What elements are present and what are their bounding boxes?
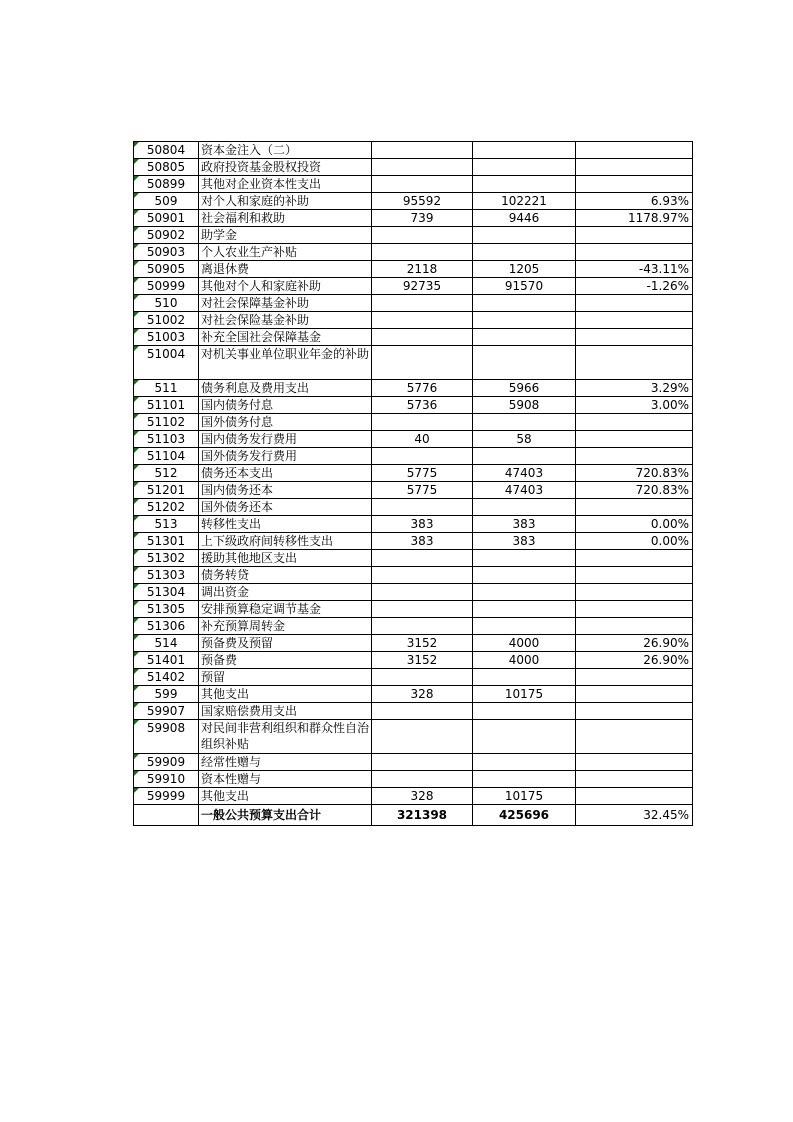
table-row [134,312,693,329]
row-current-value: 383 [473,516,576,533]
row-name: 债务转贷 [199,567,372,584]
row-name: 对机关事业单位职业年金的补助 [199,346,372,380]
table-row [134,295,693,312]
table-row [134,465,693,482]
table-row [134,516,693,533]
row-name: 政府投资基金股权投资 [199,159,372,176]
table-row [134,703,693,720]
row-prior-value: 739 [372,210,473,227]
row-change-pct: 26.90% [576,652,693,669]
table-row [134,142,693,159]
table-row [134,771,693,788]
row-name: 资本金注入（二） [199,142,372,159]
row-change-pct [576,550,693,567]
row-code: 50905 [134,261,199,278]
row-prior-value [372,567,473,584]
table-row [134,329,693,346]
table-row [134,346,693,380]
table-row [134,720,693,754]
row-name: 国外债务发行费用 [199,448,372,465]
row-code: 59910 [134,771,199,788]
row-code: 51401 [134,652,199,669]
row-code: 50902 [134,227,199,244]
row-code: 51004 [134,346,199,380]
row-prior-value [372,618,473,635]
table-row [134,499,693,516]
row-change-pct [576,346,693,380]
row-prior-value [372,227,473,244]
row-current-value: 58 [473,431,576,448]
row-name: 上下级政府间转移性支出 [199,533,372,550]
row-current-value: 1205 [473,261,576,278]
row-change-pct: 0.00% [576,516,693,533]
row-current-value: 47403 [473,465,576,482]
table-row [134,176,693,193]
row-change-pct [576,567,693,584]
row-change-pct [576,312,693,329]
row-prior-value [372,499,473,516]
row-code: 50901 [134,210,199,227]
row-name: 国外债务付息 [199,414,372,431]
row-prior-value [372,669,473,686]
row-name: 安排预算稳定调节基金 [199,601,372,618]
row-prior-value: 5736 [372,397,473,414]
row-code: 513 [134,516,199,533]
row-prior-value [372,720,473,754]
row-change-pct [576,244,693,261]
row-current-value [473,346,576,380]
row-current-value [473,176,576,193]
row-code: 51305 [134,601,199,618]
row-change-pct [576,227,693,244]
row-code: 51103 [134,431,199,448]
row-change-pct: 720.83% [576,465,693,482]
row-name: 对个人和家庭的补助 [199,193,372,210]
row-prior-value: 328 [372,686,473,703]
row-current-value: 5908 [473,397,576,414]
row-prior-value [372,703,473,720]
row-name: 对民间非营利组织和群众性自治组织补贴 [199,720,372,754]
row-prior-value [372,329,473,346]
row-prior-value [372,142,473,159]
row-code: 50899 [134,176,199,193]
row-current-value: 9446 [473,210,576,227]
row-prior-value: 5776 [372,380,473,397]
row-code: 51301 [134,533,199,550]
budget-expenditure-table [133,141,693,826]
row-change-pct [576,295,693,312]
row-prior-value [372,754,473,771]
row-current-value: 4000 [473,652,576,669]
row-code: 51101 [134,397,199,414]
row-current-value [473,142,576,159]
row-prior-value: 3152 [372,652,473,669]
row-prior-value: 383 [372,516,473,533]
row-change-pct [576,788,693,805]
row-current-value [473,720,576,754]
row-code: 50999 [134,278,199,295]
row-code: 51302 [134,550,199,567]
total-prior-value: 321398 [372,805,473,826]
row-prior-value [372,346,473,380]
row-code: 511 [134,380,199,397]
row-prior-value [372,414,473,431]
table-row [134,397,693,414]
table-row [134,635,693,652]
row-change-pct [576,686,693,703]
row-prior-value [372,159,473,176]
row-current-value [473,329,576,346]
row-current-value [473,771,576,788]
row-name: 离退休费 [199,261,372,278]
row-change-pct [576,159,693,176]
row-current-value [473,669,576,686]
row-current-value [473,703,576,720]
row-code: 59999 [134,788,199,805]
row-code: 50805 [134,159,199,176]
row-current-value [473,312,576,329]
table-row [134,159,693,176]
table-row [134,669,693,686]
row-code: 50804 [134,142,199,159]
row-name: 国家赔偿费用支出 [199,703,372,720]
row-name: 个人农业生产补贴 [199,244,372,261]
row-current-value [473,601,576,618]
row-change-pct: 720.83% [576,482,693,499]
table-row [134,227,693,244]
table-row [134,567,693,584]
row-current-value [473,499,576,516]
row-code: 51201 [134,482,199,499]
row-prior-value: 95592 [372,193,473,210]
row-name: 助学金 [199,227,372,244]
row-prior-value: 383 [372,533,473,550]
row-current-value: 383 [473,533,576,550]
row-current-value: 10175 [473,788,576,805]
row-name: 预备费及预留 [199,635,372,652]
total-code [134,805,199,826]
row-name: 债务还本支出 [199,465,372,482]
row-code: 51306 [134,618,199,635]
row-current-value [473,567,576,584]
row-change-pct [576,720,693,754]
row-code: 51003 [134,329,199,346]
row-change-pct [576,414,693,431]
row-prior-value: 328 [372,788,473,805]
table-row [134,210,693,227]
row-name: 国外债务还本 [199,499,372,516]
table-row [134,482,693,499]
row-name: 国内债务还本 [199,482,372,499]
row-current-value [473,159,576,176]
row-name: 债务利息及费用支出 [199,380,372,397]
row-code: 59909 [134,754,199,771]
row-prior-value: 2118 [372,261,473,278]
row-change-pct [576,499,693,516]
row-prior-value: 5775 [372,482,473,499]
row-prior-value: 92735 [372,278,473,295]
row-current-value: 91570 [473,278,576,295]
table-row [134,261,693,278]
row-prior-value [372,771,473,788]
row-current-value: 5966 [473,380,576,397]
row-current-value [473,550,576,567]
row-change-pct [576,669,693,686]
row-change-pct: 1178.97% [576,210,693,227]
row-change-pct: 26.90% [576,635,693,652]
row-name: 国内债务付息 [199,397,372,414]
row-current-value: 4000 [473,635,576,652]
row-name: 其他对个人和家庭补助 [199,278,372,295]
row-current-value [473,448,576,465]
total-change-pct: 32.45% [576,805,693,826]
row-current-value [473,244,576,261]
row-name: 补充预算周转金 [199,618,372,635]
table-row [134,618,693,635]
row-name: 对社会保障基金补助 [199,295,372,312]
row-prior-value [372,448,473,465]
row-current-value: 47403 [473,482,576,499]
table-row [134,584,693,601]
row-name: 其他对企业资本性支出 [199,176,372,193]
row-change-pct [576,754,693,771]
row-prior-value: 5775 [372,465,473,482]
row-change-pct: -1.26% [576,278,693,295]
row-change-pct: 6.93% [576,193,693,210]
total-label: 一般公共预算支出合计 [199,805,372,826]
row-change-pct [576,584,693,601]
row-change-pct: -43.11% [576,261,693,278]
row-name: 援助其他地区支出 [199,550,372,567]
row-code: 514 [134,635,199,652]
row-change-pct: 3.00% [576,397,693,414]
row-prior-value [372,312,473,329]
row-code: 51104 [134,448,199,465]
table-row [134,686,693,703]
row-prior-value [372,176,473,193]
row-code: 51304 [134,584,199,601]
table-body [134,142,693,826]
row-name: 资本性赠与 [199,771,372,788]
row-prior-value: 3152 [372,635,473,652]
row-change-pct: 0.00% [576,533,693,550]
row-change-pct [576,703,693,720]
row-prior-value [372,550,473,567]
row-current-value [473,414,576,431]
row-current-value [473,584,576,601]
row-code: 599 [134,686,199,703]
table-row [134,550,693,567]
row-name: 调出资金 [199,584,372,601]
table-row [134,414,693,431]
row-change-pct [576,431,693,448]
table-row [134,754,693,771]
row-name: 国内债务发行费用 [199,431,372,448]
row-code: 59908 [134,720,199,754]
row-prior-value: 40 [372,431,473,448]
table-row [134,380,693,397]
row-code: 51303 [134,567,199,584]
row-current-value: 10175 [473,686,576,703]
row-code: 51002 [134,312,199,329]
table-row [134,652,693,669]
table-row [134,244,693,261]
row-prior-value [372,295,473,312]
total-current-value: 425696 [473,805,576,826]
table-row [134,788,693,805]
row-name: 预备费 [199,652,372,669]
row-change-pct [576,329,693,346]
row-prior-value [372,244,473,261]
row-name: 经常性赠与 [199,754,372,771]
row-name: 社会福利和救助 [199,210,372,227]
row-change-pct [576,618,693,635]
row-current-value [473,618,576,635]
row-code: 50903 [134,244,199,261]
row-change-pct [576,142,693,159]
table-row [134,448,693,465]
row-prior-value [372,584,473,601]
row-current-value [473,754,576,771]
table-row [134,533,693,550]
row-change-pct [576,601,693,618]
row-change-pct [576,448,693,465]
row-name: 其他支出 [199,788,372,805]
row-code: 512 [134,465,199,482]
row-change-pct [576,771,693,788]
row-prior-value [372,601,473,618]
row-change-pct: 3.29% [576,380,693,397]
row-name: 预留 [199,669,372,686]
total-row [134,805,693,826]
row-code: 59907 [134,703,199,720]
row-code: 509 [134,193,199,210]
row-code: 51202 [134,499,199,516]
row-name: 转移性支出 [199,516,372,533]
row-name: 补充全国社会保障基金 [199,329,372,346]
table-row [134,278,693,295]
row-name: 对社会保险基金补助 [199,312,372,329]
row-change-pct [576,176,693,193]
row-code: 51402 [134,669,199,686]
row-current-value [473,295,576,312]
table-row [134,193,693,210]
row-code: 51102 [134,414,199,431]
table-row [134,431,693,448]
row-name: 其他支出 [199,686,372,703]
row-code: 510 [134,295,199,312]
row-current-value: 102221 [473,193,576,210]
row-current-value [473,227,576,244]
table-row [134,601,693,618]
